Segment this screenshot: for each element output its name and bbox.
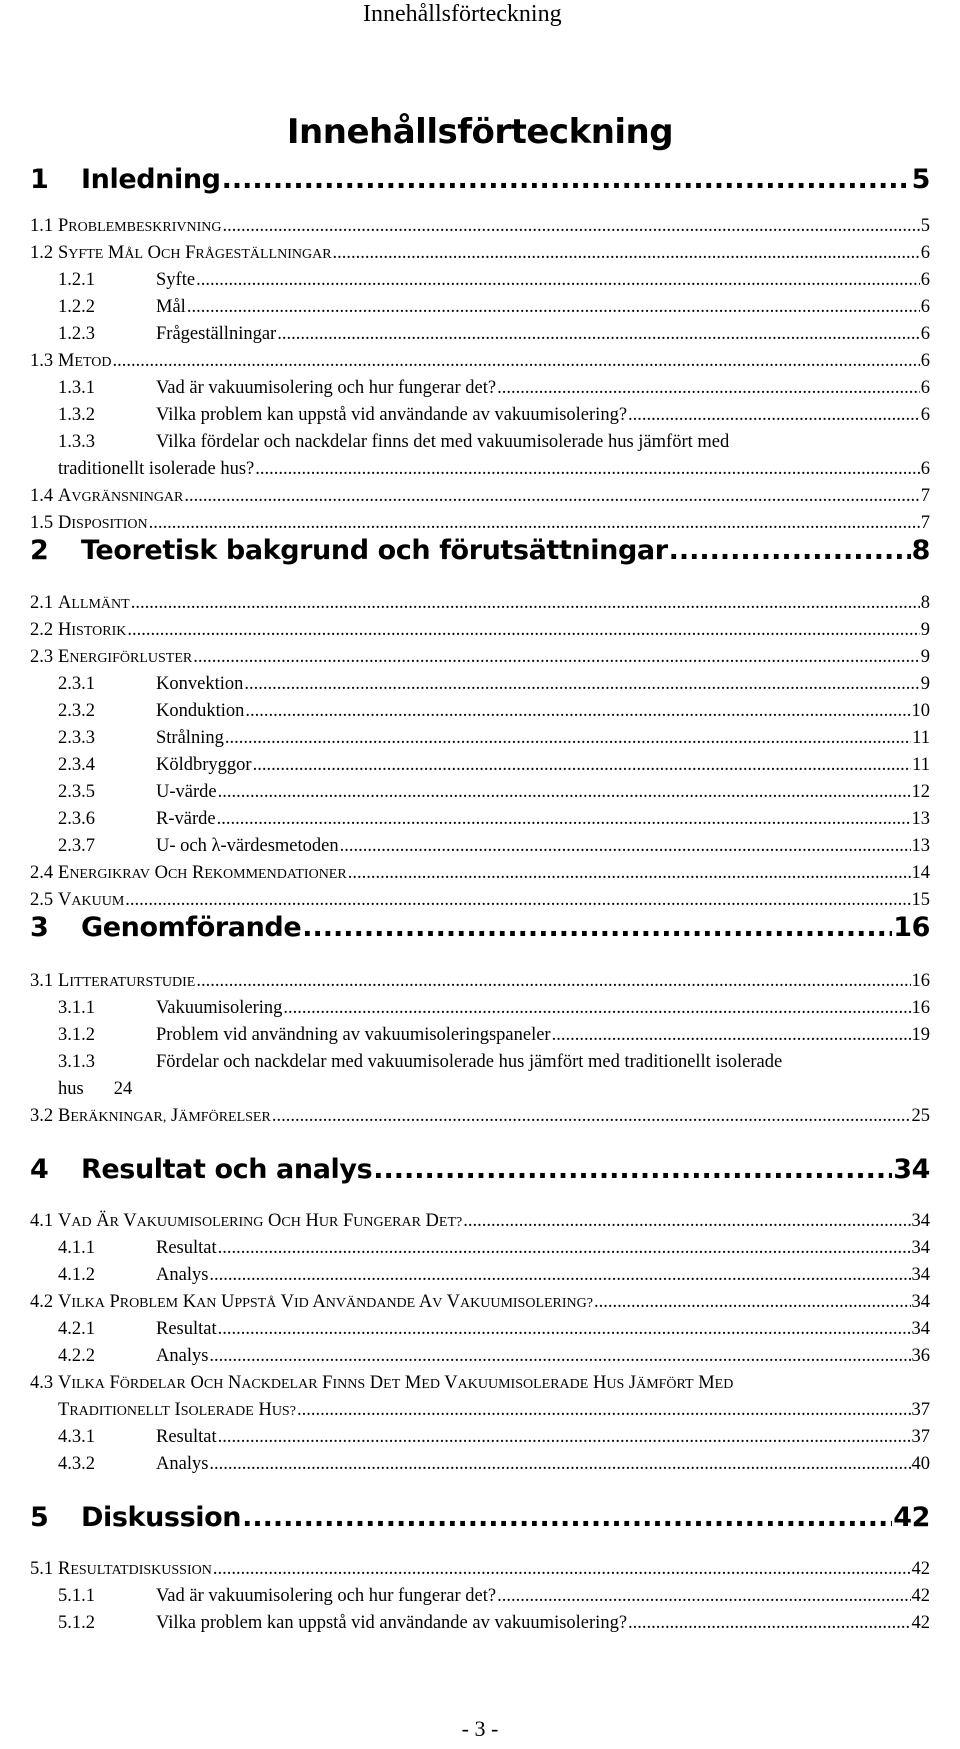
toc-entry[interactable] bbox=[30, 1079, 930, 1100]
toc-entry-page: 34 bbox=[911, 1265, 930, 1285]
toc-entry-title: BERÄKNINGAR, JÄMFÖRELSER bbox=[58, 1106, 271, 1126]
toc-entry-number: 4.1.1 bbox=[58, 1238, 95, 1258]
toc-entry-title: R-värde bbox=[156, 809, 216, 829]
toc-entry-page: 10 bbox=[911, 701, 930, 721]
toc-entry-number: 2.2 bbox=[30, 620, 54, 640]
toc-entry-title: Diskussion bbox=[81, 1502, 242, 1533]
toc-entry-number: 4.2.1 bbox=[58, 1319, 95, 1339]
toc-entry-number: 2.3.4 bbox=[58, 755, 95, 775]
toc-entry[interactable] bbox=[30, 297, 930, 318]
dot-leader bbox=[272, 1106, 911, 1127]
dot-leader bbox=[127, 620, 919, 641]
dot-leader bbox=[223, 216, 920, 237]
toc-entry-title: VILKA PROBLEM KAN UPPSTÅ VID ANVÄNDANDE AV VAKUUMISOLERING? bbox=[58, 1292, 593, 1312]
toc-entry[interactable] bbox=[30, 1454, 930, 1475]
toc-entry-page: 14 bbox=[911, 863, 930, 883]
dot-leader bbox=[552, 1025, 911, 1046]
toc-entry-page: 9 bbox=[920, 647, 930, 667]
dot-leader bbox=[497, 1586, 910, 1607]
toc-entry-number: 5 bbox=[30, 1502, 49, 1533]
dot-leader bbox=[113, 351, 920, 372]
toc-entry-page: 34 bbox=[893, 1154, 930, 1185]
toc-entry-title: Fördelar och nackdelar med vakuumisolerade hus jämfört med traditionellt isolerade bbox=[156, 1052, 783, 1072]
toc-entry-page: 13 bbox=[911, 836, 930, 856]
dot-leader bbox=[255, 459, 920, 480]
page-number: - 3 - bbox=[461, 1716, 499, 1741]
toc-entry-number: 1.2.2 bbox=[58, 297, 95, 317]
toc-entry[interactable] bbox=[30, 728, 930, 749]
toc-entry[interactable] bbox=[30, 432, 930, 453]
toc-entry-title: U-värde bbox=[156, 782, 217, 802]
toc-entry-number: 1.3.3 bbox=[58, 432, 95, 452]
dot-leader bbox=[628, 405, 920, 426]
dot-leader bbox=[187, 297, 920, 318]
toc-entry[interactable] bbox=[30, 998, 930, 1019]
dot-leader bbox=[222, 164, 911, 195]
toc-entry-title: LITTERATURSTUDIE bbox=[58, 971, 196, 991]
toc-entry[interactable] bbox=[30, 1502, 930, 1533]
toc-entry-page: 7 bbox=[920, 486, 930, 506]
toc-entry-title: VAKUUM bbox=[58, 890, 125, 910]
toc-entry-title: ALLMÄNT bbox=[58, 593, 130, 613]
toc-entry[interactable] bbox=[30, 1559, 930, 1580]
dot-leader bbox=[340, 836, 911, 857]
toc-entry-number: 5.1.2 bbox=[58, 1613, 95, 1633]
toc-entry[interactable] bbox=[30, 270, 930, 291]
toc-entry-number: 3.2 bbox=[30, 1106, 54, 1126]
toc-entry-number: 2 bbox=[30, 535, 49, 566]
toc-entry-number: 4.1.2 bbox=[58, 1265, 95, 1285]
toc-entry-number: 1.2.1 bbox=[58, 270, 95, 290]
toc-entry-number: 4.3.1 bbox=[58, 1427, 95, 1447]
toc-entry-number: 3 bbox=[30, 912, 49, 943]
toc-entry-page: 16 bbox=[911, 971, 930, 991]
dot-leader bbox=[196, 270, 920, 291]
toc-entry-number: 1.3 bbox=[30, 351, 54, 371]
toc-entry[interactable] bbox=[30, 243, 930, 264]
toc-entry[interactable] bbox=[30, 755, 930, 776]
toc-entry-number: 2.3.5 bbox=[58, 782, 95, 802]
toc-entry-page: 42 bbox=[911, 1559, 930, 1579]
toc-entry-page: 6 bbox=[920, 351, 930, 371]
toc-entry-title: Resultat bbox=[156, 1238, 217, 1258]
toc-entry-number: 1 bbox=[30, 164, 49, 195]
toc-entry-title: Vad är vakuumisolering och hur fungerar det? bbox=[156, 1586, 497, 1606]
toc-entry-title: Inledning bbox=[81, 164, 221, 195]
toc-entry-page: 11 bbox=[912, 755, 930, 775]
toc-entry[interactable] bbox=[30, 216, 930, 237]
toc-entry-page: 9 bbox=[920, 620, 930, 640]
toc-entry-number: 4.1 bbox=[30, 1211, 54, 1231]
dot-leader bbox=[244, 674, 919, 695]
toc-entry-title: AVGRÄNSNINGAR bbox=[58, 486, 184, 506]
toc-entry-page: 34 bbox=[911, 1238, 930, 1258]
toc-entry-number: 2.3.6 bbox=[58, 809, 95, 829]
toc-entry-title: Strålning bbox=[156, 728, 224, 748]
dot-leader bbox=[225, 728, 911, 749]
toc-entry-page: 6 bbox=[920, 297, 930, 317]
dot-leader bbox=[131, 593, 920, 614]
toc-entry[interactable] bbox=[30, 1613, 930, 1634]
toc-entry-title: Konvektion bbox=[156, 674, 244, 694]
toc-entry-title: U- och λ-värdesmetoden bbox=[156, 836, 339, 856]
toc-entry-number: 2.3 bbox=[30, 647, 54, 667]
toc-entry-page: 6 bbox=[920, 243, 930, 263]
toc-entry-number: 3.1.3 bbox=[58, 1052, 95, 1072]
toc-entry-number: 3.1 bbox=[30, 971, 54, 991]
toc-entry-page: 12 bbox=[911, 782, 930, 802]
toc-entry-number: 1.3.1 bbox=[58, 378, 95, 398]
toc-entry-page: 6 bbox=[920, 324, 930, 344]
toc-entry-number: 5.1.1 bbox=[58, 1586, 95, 1606]
toc-entry-page: 6 bbox=[920, 378, 930, 398]
toc-entry[interactable] bbox=[30, 647, 930, 668]
toc-entry-number: 2.3.2 bbox=[58, 701, 95, 721]
toc-entry-page: 6 bbox=[920, 459, 930, 479]
toc-entry[interactable] bbox=[30, 863, 930, 884]
toc-entry-title: VILKA FÖRDELAR OCH NACKDELAR FINNS DET MED VAKUUMISOLERADE HUS JÄMFÖRT MED bbox=[58, 1373, 734, 1393]
toc-entry-number: 2.5 bbox=[30, 890, 54, 910]
toc-entry[interactable] bbox=[30, 1211, 930, 1232]
toc-entry-page: 16 bbox=[911, 998, 930, 1018]
toc-entry-title: Analys bbox=[156, 1346, 209, 1366]
toc-entry[interactable] bbox=[30, 620, 930, 641]
dot-leader bbox=[669, 535, 911, 566]
dot-leader bbox=[594, 1292, 911, 1313]
toc-entry[interactable] bbox=[30, 1292, 930, 1313]
toc-entry[interactable] bbox=[30, 459, 930, 480]
toc-entry[interactable] bbox=[30, 674, 930, 695]
dot-leader bbox=[218, 782, 911, 803]
toc-entry[interactable] bbox=[30, 809, 930, 830]
running-header-title: Innehållsförteckning bbox=[363, 1, 562, 27]
toc-entry-page: 37 bbox=[911, 1427, 930, 1447]
toc-entry-title: hus bbox=[58, 1079, 84, 1099]
toc-entry-page: 34 bbox=[911, 1319, 930, 1339]
toc-entry-page: 34 bbox=[911, 1292, 930, 1312]
dot-leader bbox=[463, 1211, 910, 1232]
dot-leader bbox=[193, 647, 920, 668]
toc-entry[interactable] bbox=[30, 1319, 930, 1340]
toc-entry-title: traditionellt isolerade hus? bbox=[58, 459, 255, 479]
toc-entry[interactable] bbox=[30, 513, 930, 534]
toc-entry[interactable] bbox=[30, 1154, 930, 1185]
dot-leader bbox=[242, 1502, 892, 1533]
toc-entry-page: 8 bbox=[911, 535, 930, 566]
toc-entry-number: 2.4 bbox=[30, 863, 54, 883]
toc-entry-page: 5 bbox=[920, 216, 930, 236]
toc-entry[interactable] bbox=[30, 378, 930, 399]
toc-entry-page: 15 bbox=[911, 890, 930, 910]
toc-entry-number: 4.2 bbox=[30, 1292, 54, 1312]
toc-entry-title: Vilka problem kan uppstå vid användande av vakuumisolering? bbox=[156, 405, 628, 425]
dot-leader bbox=[217, 809, 911, 830]
toc-entry-title: Analys bbox=[156, 1454, 209, 1474]
toc-entry-number: 1.3.2 bbox=[58, 405, 95, 425]
dot-leader bbox=[297, 1400, 911, 1421]
toc-entry-title: Köldbryggor bbox=[156, 755, 252, 775]
dot-leader bbox=[209, 1265, 910, 1286]
toc-entry-title: Vilka fördelar och nackdelar finns det med vakuumisolerade hus jämfört med bbox=[156, 432, 730, 452]
toc-entry-number: 1.4 bbox=[30, 486, 54, 506]
toc-entry[interactable] bbox=[30, 782, 930, 803]
toc-entry[interactable] bbox=[30, 486, 930, 507]
page-title: Innehållsförteckning bbox=[286, 112, 674, 152]
toc-entry-page: 36 bbox=[911, 1346, 930, 1366]
toc-entry-title: RESULTATDISKUSSION bbox=[58, 1559, 212, 1579]
toc-entry-page: 13 bbox=[911, 809, 930, 829]
dot-leader bbox=[209, 1454, 910, 1475]
toc-entry-page: 42 bbox=[911, 1613, 930, 1633]
toc-entry-number: 1.5 bbox=[30, 513, 54, 533]
toc-entry-number: 4.3 bbox=[30, 1373, 54, 1393]
toc-entry-number: 3.1.1 bbox=[58, 998, 95, 1018]
toc-entry-number: 4 bbox=[30, 1154, 49, 1185]
toc-entry-title: Resultat bbox=[156, 1427, 217, 1447]
toc-entry[interactable] bbox=[30, 1025, 930, 1046]
toc-entry-title: PROBLEMBESKRIVNING bbox=[58, 216, 222, 236]
toc-entry-title: HISTORIK bbox=[58, 620, 127, 640]
toc-entry[interactable] bbox=[30, 351, 930, 372]
toc-entry[interactable] bbox=[30, 836, 930, 857]
dot-leader bbox=[302, 912, 892, 943]
dot-leader bbox=[218, 1238, 911, 1259]
toc-entry[interactable] bbox=[30, 1373, 930, 1394]
toc-entry-title: SYFTE MÅL OCH FRÅGESTÄLLNINGAR bbox=[58, 243, 332, 263]
toc-entry[interactable] bbox=[30, 535, 930, 566]
toc-entry-number: 2.1 bbox=[30, 593, 54, 613]
toc-entry-page: 7 bbox=[920, 513, 930, 533]
dot-leader bbox=[253, 755, 912, 776]
toc-entry[interactable] bbox=[30, 164, 930, 195]
toc-entry-title: ENERGIFÖRLUSTER bbox=[58, 647, 193, 667]
toc-entry-title: Vakuumisolering bbox=[156, 998, 283, 1018]
toc-entry-page: 8 bbox=[920, 593, 930, 613]
toc-entry-page: 6 bbox=[920, 405, 930, 425]
toc-entry[interactable] bbox=[30, 1586, 930, 1607]
dot-leader bbox=[213, 1559, 911, 1580]
toc-entry[interactable] bbox=[30, 890, 930, 911]
dot-leader bbox=[196, 971, 910, 992]
toc-entry[interactable] bbox=[30, 701, 930, 722]
toc-entry-title: DISPOSITION bbox=[58, 513, 148, 533]
toc-entry-title: Teoretisk bakgrund och förutsättningar bbox=[81, 535, 668, 566]
toc-entry-page: 25 bbox=[911, 1106, 930, 1126]
toc-entry[interactable] bbox=[30, 1106, 930, 1127]
toc-entry[interactable] bbox=[30, 1427, 930, 1448]
dot-leader bbox=[218, 1427, 911, 1448]
toc-entry[interactable] bbox=[30, 1400, 930, 1421]
toc-entry-page: 6 bbox=[920, 270, 930, 290]
toc-entry-title: Genomförande bbox=[81, 912, 302, 943]
toc-entry-title: Resultat bbox=[156, 1319, 217, 1339]
toc-entry-title: Frågeställningar bbox=[156, 324, 277, 344]
toc-entry-number: 4.2.2 bbox=[58, 1346, 95, 1366]
toc-entry-title: METOD bbox=[58, 351, 112, 371]
toc-entry-title: Analys bbox=[156, 1265, 209, 1285]
toc-entry-page: 11 bbox=[912, 728, 930, 748]
dot-leader bbox=[218, 1319, 911, 1340]
toc-entry-number: 1.2.3 bbox=[58, 324, 95, 344]
dot-leader bbox=[245, 701, 910, 722]
toc-entry-page: 37 bbox=[911, 1400, 930, 1420]
toc-entry[interactable] bbox=[30, 593, 930, 614]
dot-leader bbox=[283, 998, 910, 1019]
dot-leader bbox=[125, 890, 910, 911]
toc-entry-page: 16 bbox=[893, 912, 930, 943]
toc-entry-number: 2.3.7 bbox=[58, 836, 95, 856]
dot-leader bbox=[184, 486, 919, 507]
toc-entry-title: ENERGIKRAV OCH REKOMMENDATIONER bbox=[58, 863, 347, 883]
dot-leader bbox=[277, 324, 920, 345]
toc-entry[interactable] bbox=[30, 324, 930, 345]
dot-leader bbox=[373, 1154, 892, 1185]
toc-entry-title: Vilka problem kan uppstå vid användande av vakuumisolering? bbox=[156, 1613, 628, 1633]
toc-entry[interactable] bbox=[30, 1052, 930, 1073]
toc-entry-page: 19 bbox=[911, 1025, 930, 1045]
toc-entry-number: 2.3.3 bbox=[58, 728, 95, 748]
dot-leader bbox=[628, 1613, 910, 1634]
toc-entry-page: 42 bbox=[893, 1502, 930, 1533]
dot-leader bbox=[348, 863, 911, 884]
toc-entry-page: 42 bbox=[911, 1586, 930, 1606]
toc-entry[interactable] bbox=[30, 1346, 930, 1367]
toc-entry-page: 40 bbox=[911, 1454, 930, 1474]
toc-entry-title: Resultat och analys bbox=[81, 1154, 373, 1185]
toc-entry-title: Mål bbox=[156, 297, 186, 317]
toc-entry-number: 1.1 bbox=[30, 216, 54, 236]
toc-entry-page: 5 bbox=[911, 164, 930, 195]
toc-entry[interactable] bbox=[30, 1265, 930, 1286]
toc-entry-title: Problem vid användning av vakuumisoleringspaneler bbox=[156, 1025, 551, 1045]
dot-leader bbox=[209, 1346, 910, 1367]
toc-entry-number: 3.1.2 bbox=[58, 1025, 95, 1045]
toc-entry-title: TRADITIONELLT ISOLERADE HUS? bbox=[58, 1400, 296, 1420]
toc-entry[interactable] bbox=[30, 405, 930, 426]
toc-entry-number: 5.1 bbox=[30, 1559, 54, 1579]
toc-entry[interactable] bbox=[30, 971, 930, 992]
toc-entry-title: Vad är vakuumisolering och hur fungerar det? bbox=[156, 378, 497, 398]
toc-entry-number: 2.3.1 bbox=[58, 674, 95, 694]
toc-entry-title: Konduktion bbox=[156, 701, 245, 721]
toc-entry-page: 34 bbox=[911, 1211, 930, 1231]
toc-entry-title: Syfte bbox=[156, 270, 196, 290]
dot-leader bbox=[333, 243, 920, 264]
toc-entry[interactable] bbox=[30, 912, 930, 943]
toc-entry-title: VAD ÄR VAKUUMISOLERING OCH HUR FUNGERAR DET? bbox=[58, 1211, 463, 1231]
toc-entry-number: 1.2 bbox=[30, 243, 54, 263]
toc-entry-page: 24 bbox=[113, 1079, 133, 1099]
toc-entry-page: 9 bbox=[920, 674, 930, 694]
dot-leader bbox=[497, 378, 920, 399]
toc-entry[interactable] bbox=[30, 1238, 930, 1259]
toc-entry-number: 4.3.2 bbox=[58, 1454, 95, 1474]
dot-leader bbox=[149, 513, 920, 534]
